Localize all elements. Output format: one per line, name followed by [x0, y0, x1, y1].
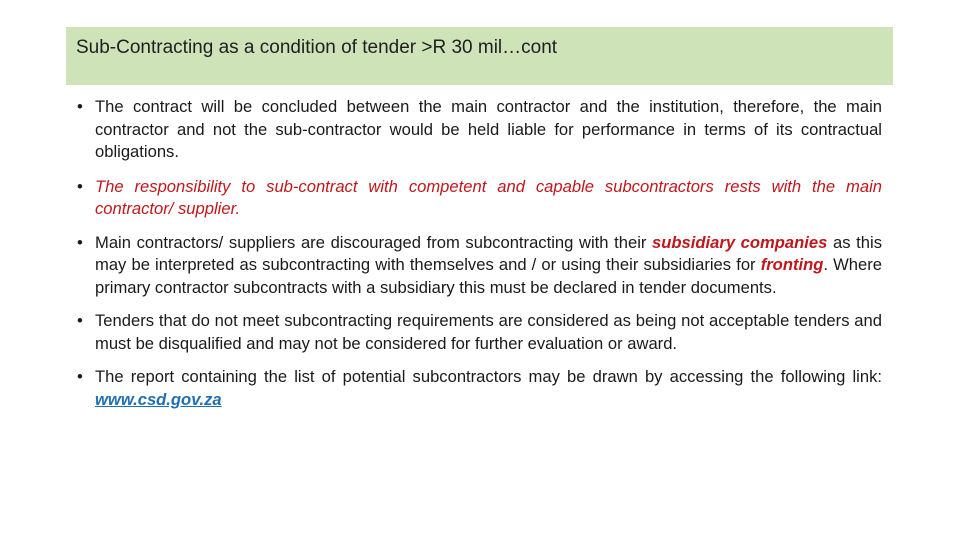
bullet-dot-icon: • [77, 97, 83, 116]
bullet-dot-icon: • [77, 176, 83, 196]
bullet-dot-icon: • [77, 232, 83, 252]
emphasis-fronting: fronting [760, 255, 824, 274]
bullet-text: Tenders that do not meet subcontracting requirements are considered as being not acceptable tenders and must be disqualified and may not be considered for further evaluation or award. [95, 311, 882, 353]
emphasis-subsidiary-companies: subsidiary companies [652, 232, 828, 252]
bullet-text-part: . Where primary contractor subcontracts with a subsidiary this must be declared in tender documents. [95, 255, 882, 297]
bullet-dot-icon: • [77, 367, 83, 386]
bullet-item-subsidiary [74, 232, 882, 300]
bullet-text: The report containing the list of potential subcontractors may be drawn by accessing the following link: [95, 367, 882, 386]
slide-title: Sub-Contracting as a condition of tender >R 30 mil…cont [76, 37, 558, 58]
bullet-item-report-link [74, 366, 882, 411]
bullet-text-part: as this may be interpreted as subcontracting with themselves and / or using their subsidiaries for [95, 232, 882, 274]
bullet-item-liability [74, 96, 882, 164]
bullet-item-disqualification [74, 310, 882, 355]
csd-link[interactable]: www.csd.gov.za [95, 389, 222, 409]
bullet-dot-icon: • [77, 311, 83, 330]
bullet-item-responsibility [74, 176, 882, 221]
bullet-text: The contract will be concluded between the main contractor and the institution, therefore, the main contractor and not the sub-contractor would be held liable for performance in terms of its contractual obligations. [95, 97, 882, 161]
bullet-text-emphasized: The responsibility to sub-contract with competent and capable subcontractors rests with the main contractor/ supplier. [95, 176, 882, 218]
title-banner [66, 27, 893, 85]
bullet-text-part: Main contractors/ suppliers are discouraged from subcontracting with their [95, 232, 653, 252]
bullet-list [74, 96, 882, 411]
